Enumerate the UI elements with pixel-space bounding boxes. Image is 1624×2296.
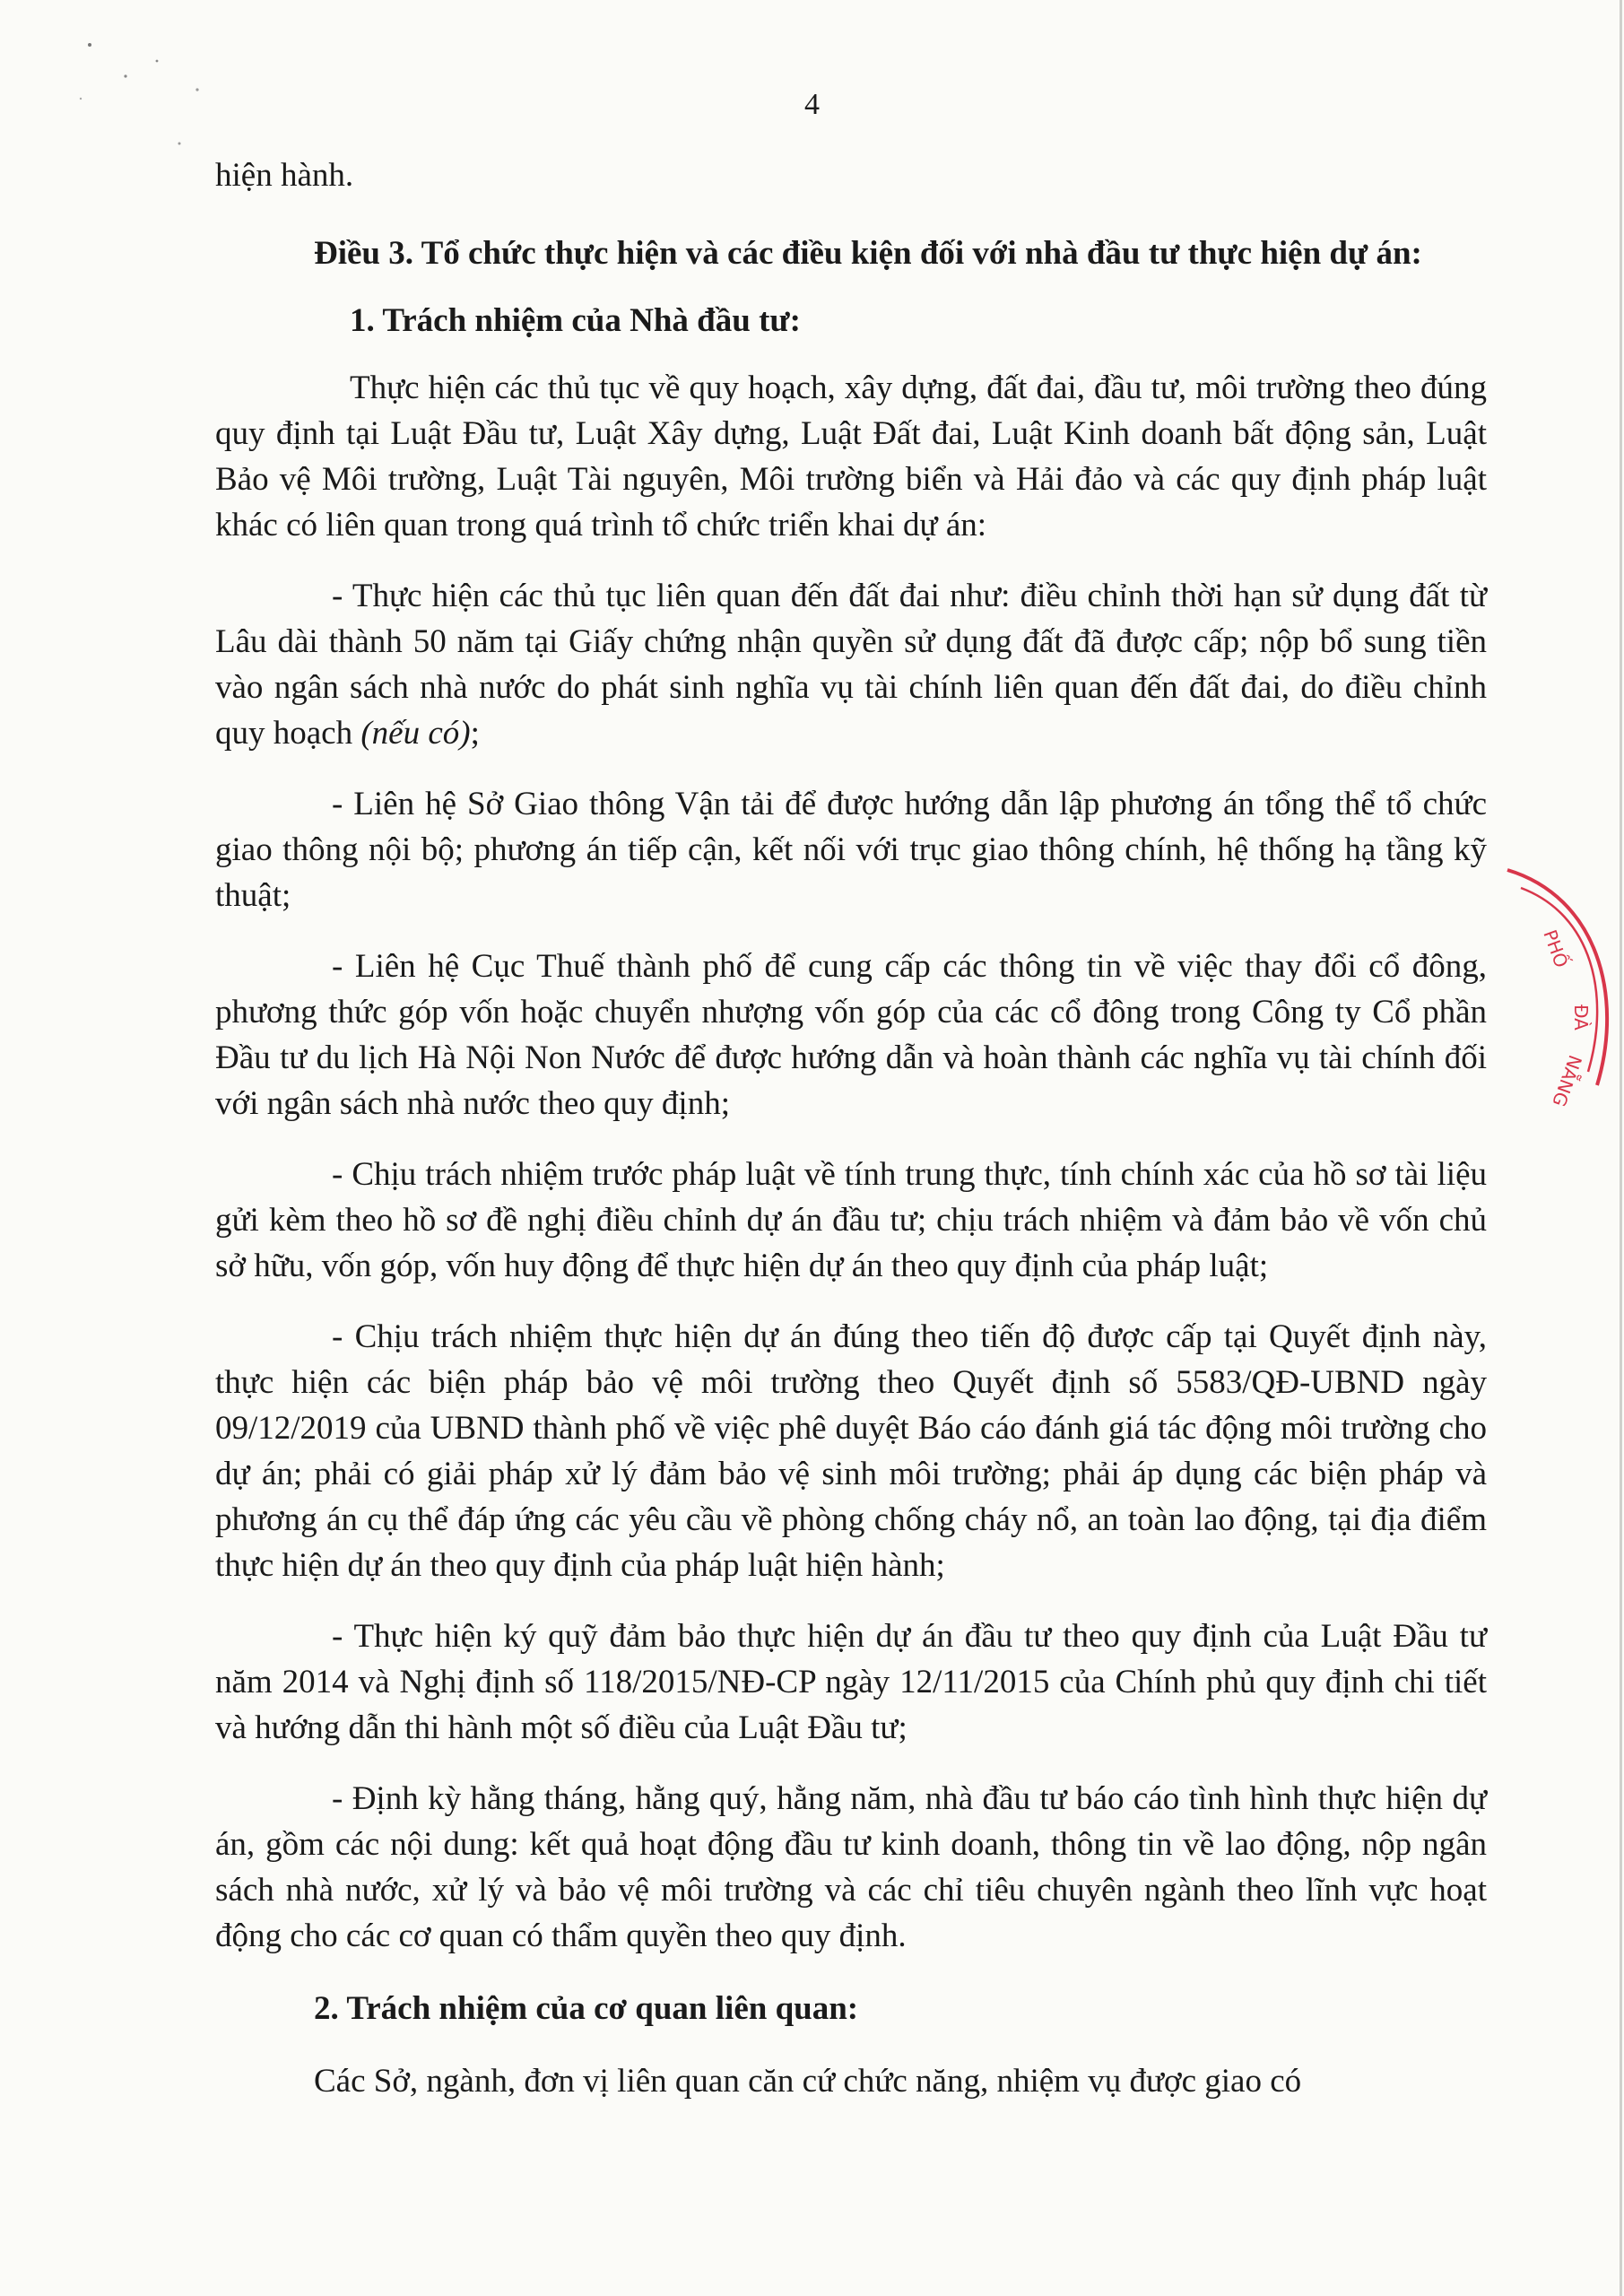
section-2-heading: 2. Trách nhiệm của cơ quan liên quan:: [314, 1990, 859, 2027]
paragraph-intro: Thực hiện các thủ tục về quy hoạch, xây dựng, đất đai, đầu tư, môi trường theo đúng quy định tại Luật Đầu tư, Luật Xây dựng, Luật Đất đai, Luật Kinh doanh bất động sản, Luật Bảo vệ Môi trường, Luật Tài nguyên, Môi trường biển và Hải đảo và các quy định pháp luật khác có liên quan trong quá trình tổ chức triển khai dự án:: [215, 370, 1487, 544]
paragraph-agencies: Các Sở, ngành, đơn vị liên quan căn cứ chức năng, nhiệm vụ được giao có: [314, 2063, 1302, 2100]
bullet-land-note: (nếu có): [360, 715, 471, 752]
scan-edge: [1620, 0, 1622, 2296]
bullet-transport: - Liên hệ Sở Giao thông Vận tải để được hướng dẫn lập phương án tổng thể tổ chức giao thông nội bộ; phương án tiếp cận, kết nối với trục giao thông chính, hệ thống hạ tầng kỹ thuật;: [215, 786, 1487, 914]
bullet-land-procedures: [215, 573, 1487, 756]
page-number: 4: [804, 88, 820, 121]
continued-text: hiện hành.: [215, 157, 354, 194]
red-seal-stamp: [1489, 861, 1624, 1130]
bullet-land-end: ;: [470, 715, 480, 752]
document-body: [215, 152, 1487, 2104]
bullet-schedule: - Chịu trách nhiệm thực hiện dự án đúng theo tiến độ được cấp tại Quyết định này, thực hiện các biện pháp bảo vệ môi trường theo Quyết định số 5583/QĐ-UBND ngày 09/12/2019 của UBND thành phố về việc phê duyệt Báo cáo đánh giá tác động môi trường cho dự án; phải có giải pháp xử lý đảm bảo vệ sinh môi trường; phải áp dụng các biện pháp và phương án cụ thể đáp ứng các yêu cầu về phòng chống cháy nổ, an toàn lao động, tại địa điểm thực hiện dự án theo quy định của pháp luật hiện hành;: [215, 1318, 1487, 1584]
section-1-heading: 1. Trách nhiệm của Nhà đầu tư:: [350, 302, 801, 339]
bullet-tax: - Liên hệ Cục Thuế thành phố để cung cấp các thông tin về việc thay đổi cổ đông, phương thức góp vốn hoặc chuyển nhượng vốn góp của các cổ đông trong Công ty Cổ phần Đầu tư du lịch Hà Nội Non Nước để được hướng dẫn và hoàn thành các nghĩa vụ tài chính đối với ngân sách nhà nước theo quy định;: [215, 948, 1487, 1122]
article-3-heading: Điều 3. Tổ chức thực hiện và các điều kiện đối với nhà đầu tư thực hiện dự án:: [314, 235, 1422, 272]
bullet-responsibility: - Chịu trách nhiệm trước pháp luật về tính trung thực, tính chính xác của hồ sơ tài liệu gửi kèm theo hồ sơ đề nghị điều chỉnh dự án đầu tư; chịu trách nhiệm và đảm bảo về vốn chủ sở hữu, vốn góp, vốn huy động để thực hiện dự án theo quy định của pháp luật;: [215, 1156, 1487, 1284]
svg-text:PHỐ: PHỐ: [1539, 926, 1573, 970]
svg-text:ĐÀ: ĐÀ: [1570, 1004, 1592, 1031]
bullet-land-text: - Thực hiện các thủ tục liên quan đến đất đai như: điều chỉnh thời hạn sử dụng đất từ Lâu dài thành 50 năm tại Giấy chứng nhận quyền sử dụng đất đã được cấp; nộp bổ sung tiền vào ngân sách nhà nước do phát sinh nghĩa vụ tài chính liên quan đến đất đai, do điều chỉnh quy hoạch: [215, 578, 1487, 752]
bullet-deposit: - Thực hiện ký quỹ đảm bảo thực hiện dự án đầu tư theo quy định của Luật Đầu tư năm 2014 và Nghị định số 118/2015/NĐ-CP ngày 12/11/2015 của Chính phủ quy định chi tiết và hướng dẫn thi hành một số điều của Luật Đầu tư;: [215, 1618, 1487, 1746]
svg-text:NẴNG: NẴNG: [1548, 1052, 1586, 1110]
bullet-reporting: - Định kỳ hằng tháng, hằng quý, hằng năm, nhà đầu tư báo cáo tình hình thực hiện dự án, gồm các nội dung: kết quả hoạt động đầu tư kinh doanh, thông tin về lao động, nộp ngân sách nhà nước, xử lý và bảo vệ môi trường và các chỉ tiêu chuyên ngành theo lĩnh vực hoạt động cho các cơ quan có thẩm quyền theo quy định.: [215, 1780, 1487, 1954]
